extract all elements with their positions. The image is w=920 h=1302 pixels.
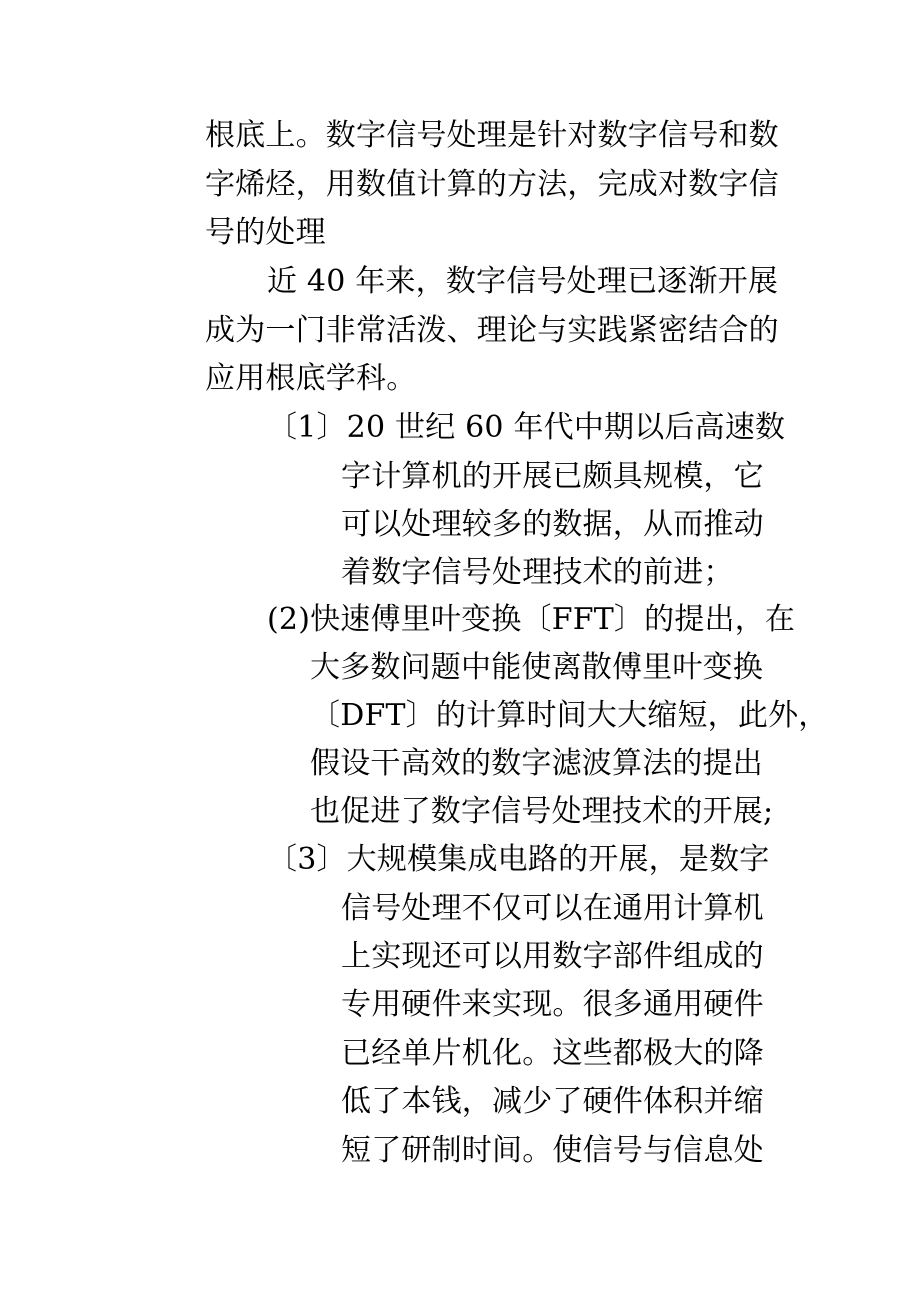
list-item-line: 也促进了数字信号处理技术的开展; — [310, 794, 774, 829]
list-item-line: 信号处理不仅可以在通用计算机 — [341, 891, 764, 926]
list-item-line: 短了研制时间。使信号与信息处 — [341, 1133, 764, 1168]
paragraph-line: 成为一门非常活泼、理论与实践紧密结合的 — [205, 313, 779, 348]
paragraph-line: 应用根底学科。 — [205, 361, 417, 396]
list-item-line: 假设干高效的数字滤波算法的提出 — [310, 746, 763, 781]
list-item-line: (2)快速傅里叶变换〔FFT〕的提出，在 — [267, 602, 796, 637]
list-item-line: 〔1〕20 世纪 60 年代中期以后高速数 — [267, 410, 786, 445]
paragraph-line: 字烯烃，用数值计算的方法，完成对数字信 — [205, 167, 779, 202]
paragraph-line: 近 40 年来，数字信号处理已逐渐开展 — [267, 264, 779, 299]
list-item-line: 专用硬件来实现。很多通用硬件 — [341, 987, 764, 1022]
paragraph-line: 号的处理 — [205, 215, 326, 250]
list-item-line: 可以处理较多的数据，从而推动 — [341, 507, 764, 542]
list-item-line: 低了本钱，减少了硬件体积并缩 — [341, 1084, 764, 1119]
list-item-line: 已经单片机化。这些都极大的降 — [341, 1036, 764, 1071]
list-item-line: 上实现还可以用数字部件组成的 — [341, 939, 764, 974]
paragraph-line: 根底上。数字信号处理是针对数字信号和数 — [205, 118, 779, 153]
list-item-line: 〔DFT〕的计算时间大大缩短，此外， — [310, 698, 829, 733]
list-item-line: 着数字信号处理技术的前进； — [341, 555, 734, 590]
list-item-line: 字计算机的开展已颇具规模，它 — [341, 459, 764, 494]
list-item-line: 大多数问题中能使离散傅里叶变换 — [310, 650, 763, 685]
list-item-line: 〔3〕大规模集成电路的开展，是数字 — [267, 842, 770, 877]
